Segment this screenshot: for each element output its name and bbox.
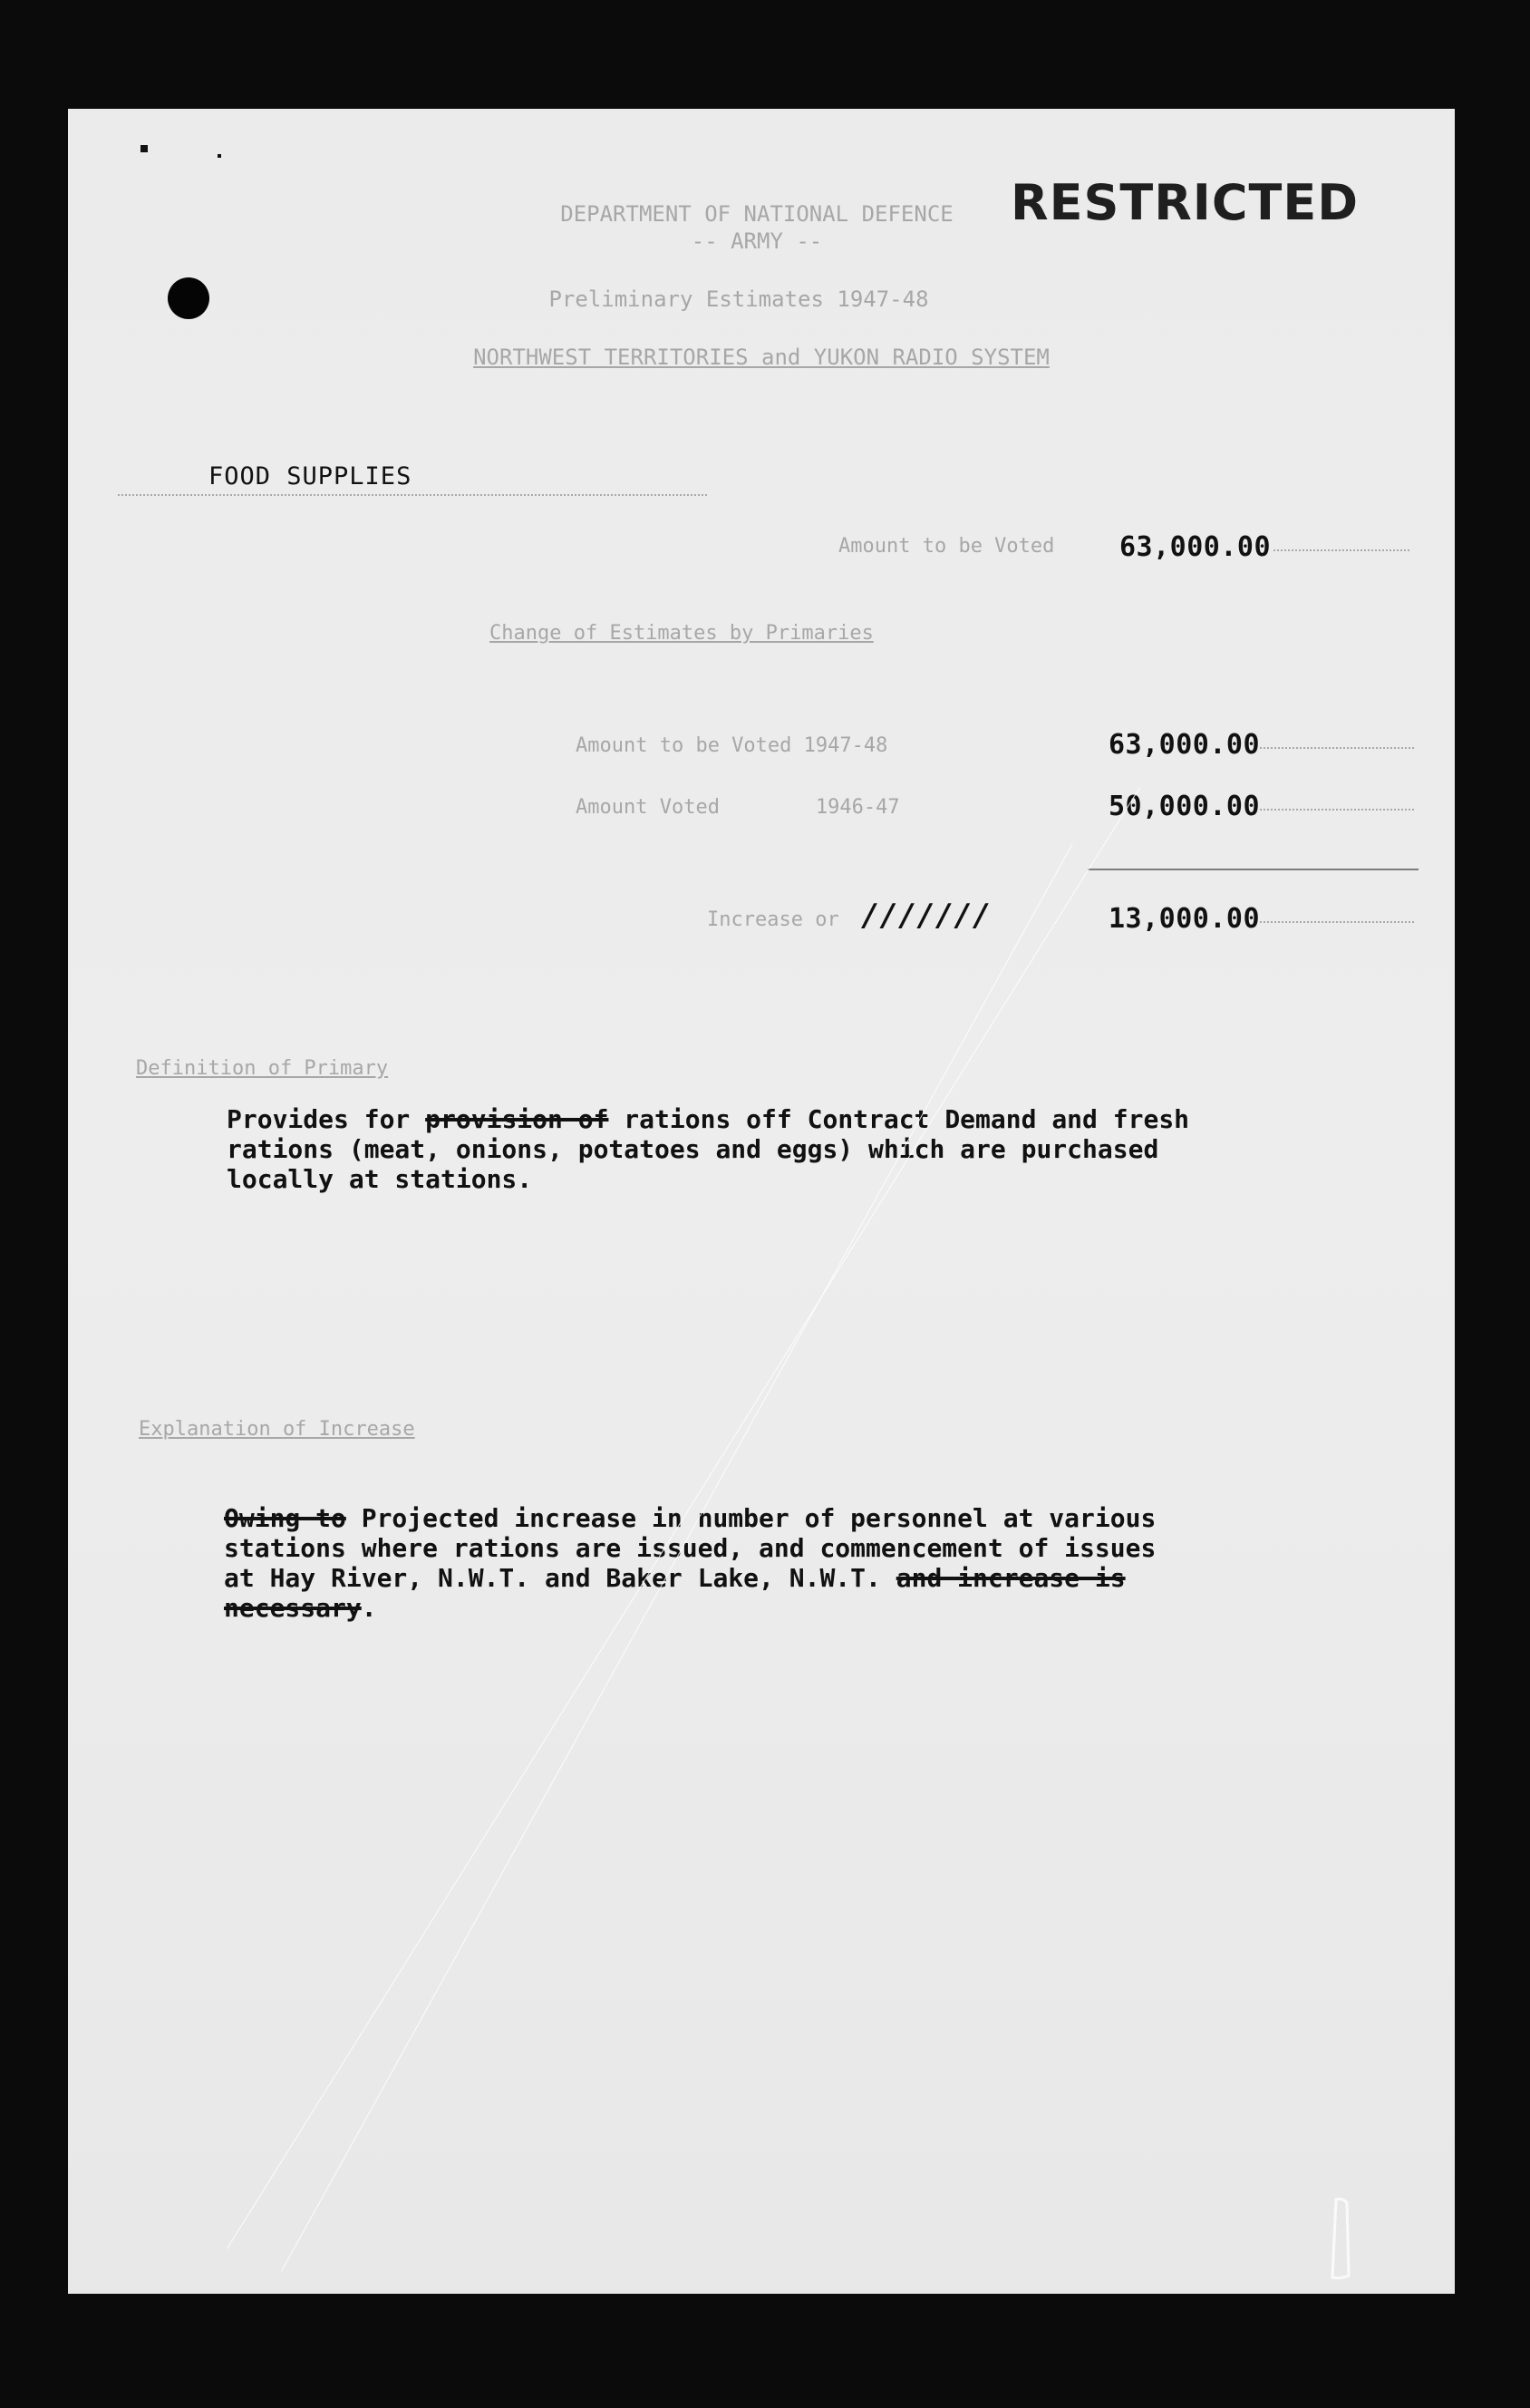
definition-heading: Definition of Primary — [136, 1057, 389, 1080]
increase-leader — [1260, 921, 1414, 923]
row-leader — [1260, 747, 1414, 749]
explanation-text: at Hay River, N.W.T. and Baker Lake, N.W.T. — [224, 1563, 896, 1593]
row-leader — [1260, 809, 1414, 811]
header-department: DEPARTMENT OF NATIONAL DEFENCE — [560, 201, 954, 227]
struck-text: necessary — [224, 1593, 362, 1623]
struck-decrease-marks: /////// — [861, 898, 992, 934]
definition-text: Provides for — [227, 1104, 426, 1134]
title-rule — [118, 494, 707, 496]
explanation-line: stations where rations are issued, and commencement of issues — [224, 1533, 1157, 1563]
header-estimates: Preliminary Estimates 1947-48 — [548, 286, 929, 312]
explanation-line — [224, 1563, 1126, 1593]
ink-speck — [218, 154, 221, 158]
explanation-line — [224, 1593, 377, 1623]
comparison-row-label: Amount Voted 1946-47 — [576, 796, 900, 819]
definition-line: locally at stations. — [227, 1164, 533, 1194]
comparison-heading: Change of Estimates by Primaries — [489, 622, 874, 645]
definition-line: rations (meat, onions, potatoes and eggs) which are purchased — [227, 1134, 1159, 1164]
item-title: FOOD SUPPLIES — [208, 462, 412, 490]
comparison-row-value: 63,000.00 — [1109, 729, 1261, 761]
struck-text: provision of — [425, 1104, 609, 1134]
amount-voted-label: Amount to be Voted — [838, 535, 1055, 558]
punch-hole — [168, 277, 209, 319]
page-corner-mark — [1323, 2194, 1360, 2285]
explanation-heading: Explanation of Increase — [139, 1418, 415, 1441]
comparison-row-value: 50,000.00 — [1109, 791, 1261, 822]
document-page — [68, 109, 1455, 2294]
total-rule — [1088, 869, 1419, 870]
struck-text: Owing to — [224, 1503, 346, 1533]
amount-voted-value: 63,000.00 — [1119, 531, 1272, 563]
explanation-text: . — [361, 1593, 377, 1623]
header-system: NORTHWEST TERRITORIES and YUKON RADIO SYSTEM — [473, 345, 1050, 370]
definition-line — [227, 1104, 1189, 1134]
increase-value: 13,000.00 — [1109, 903, 1261, 935]
struck-text: and increase is — [896, 1563, 1126, 1593]
comparison-row-label: Amount to be Voted 1947-48 — [576, 734, 888, 757]
definition-text: rations off Contract Demand and fresh — [608, 1104, 1190, 1134]
amount-leader — [1273, 549, 1409, 551]
ink-speck — [140, 145, 148, 152]
restricted-stamp: RESTRICTED — [1011, 174, 1360, 231]
header-branch: -- ARMY -- — [691, 228, 823, 254]
explanation-text: Projected increase in number of personnel at various — [345, 1503, 1157, 1533]
increase-label: Increase or — [707, 908, 839, 931]
